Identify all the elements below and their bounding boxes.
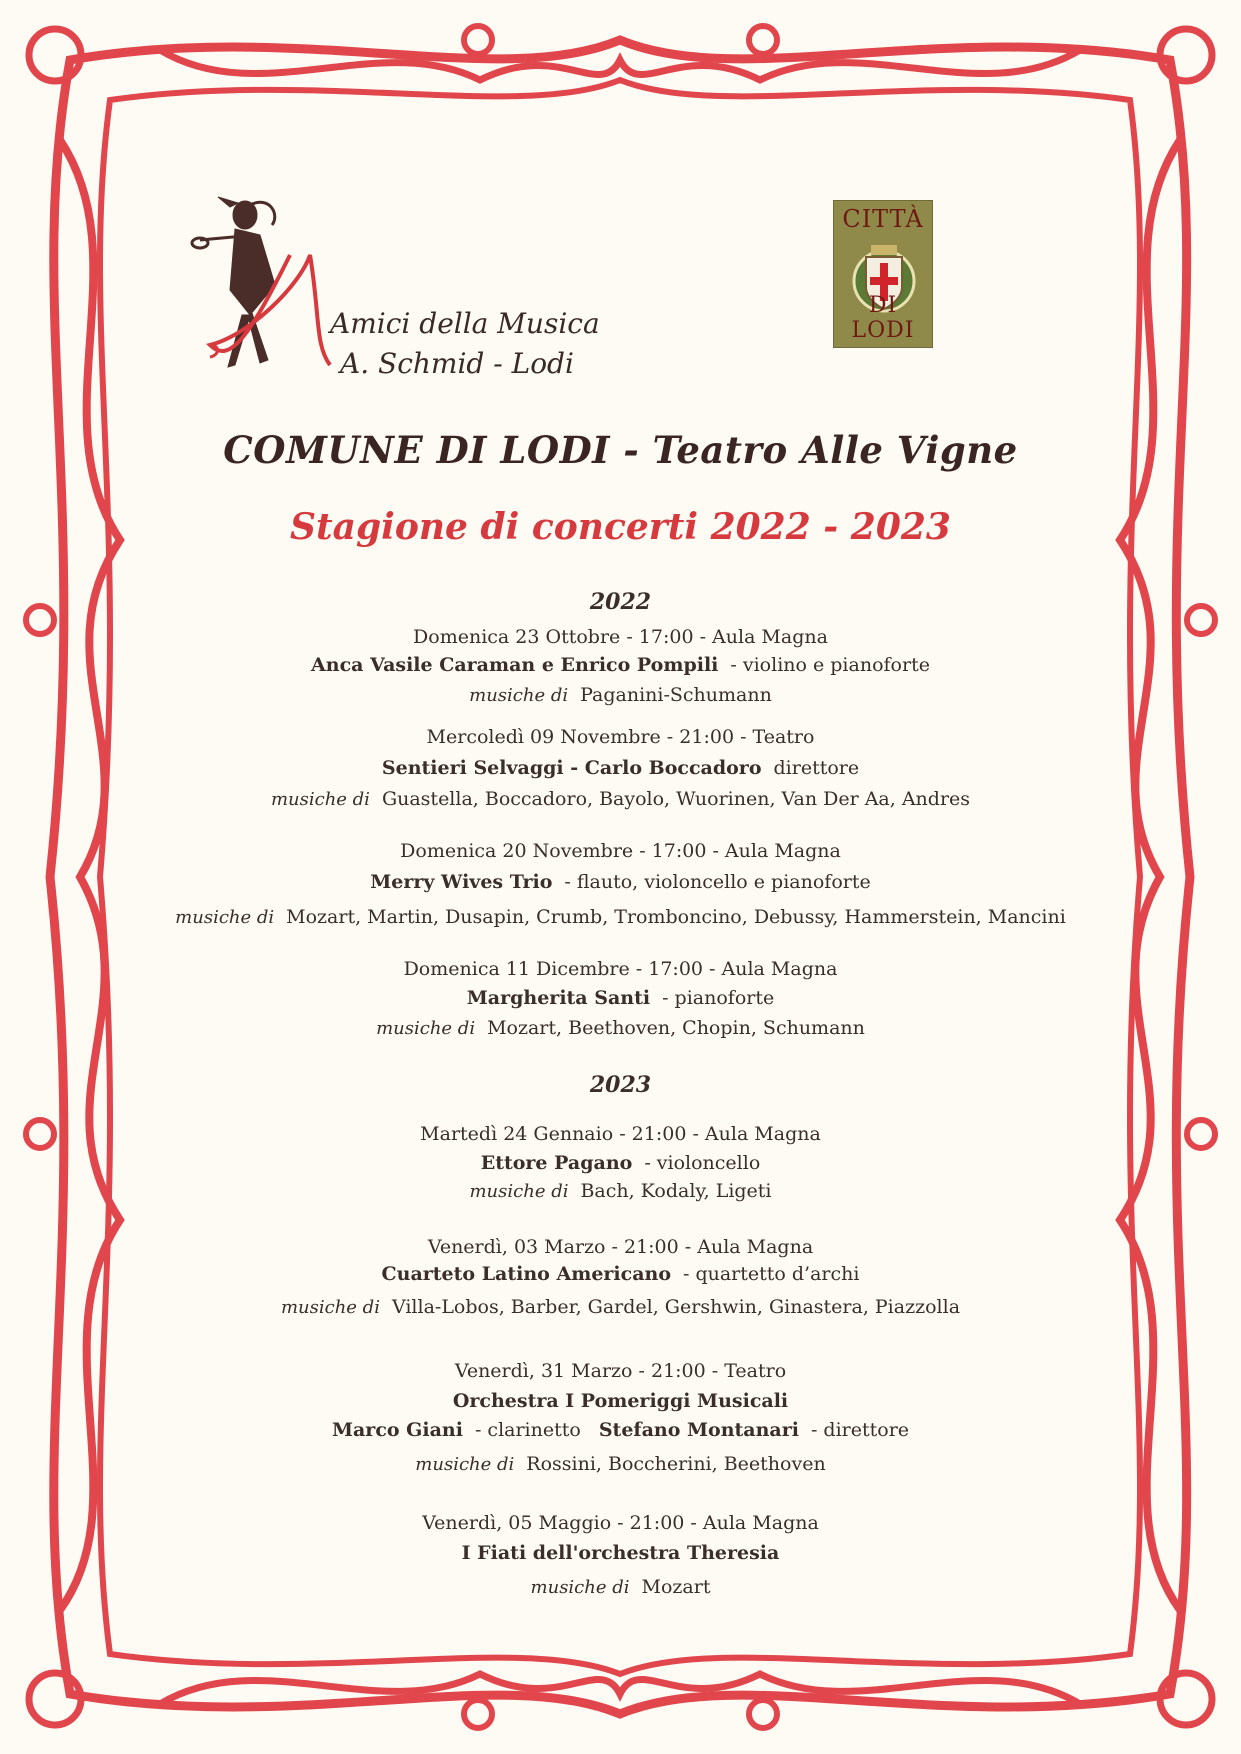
event-4-role: - pianoforte xyxy=(662,987,775,1009)
event-8-date: Venerdì, 05 Maggio - 21:00 - Aula Magna xyxy=(422,1512,819,1534)
event-4-date: Domenica 11 Dicembre - 17:00 - Aula Magna xyxy=(403,958,838,980)
event-3-date: Domenica 20 Novembre - 17:00 - Aula Magna xyxy=(400,840,841,862)
musiche-label: musiche di xyxy=(415,1454,515,1475)
event-4-performers-line xyxy=(0,987,1241,1009)
event-7-date: Venerdì, 31 Marzo - 21:00 - Teatro xyxy=(454,1360,787,1382)
event-7-composers: Rossini, Boccherini, Beethoven xyxy=(526,1453,826,1475)
event-8-composers: Mozart xyxy=(641,1576,711,1598)
page-subtitle: Stagione di concerti 2022 - 2023 xyxy=(290,506,951,548)
event-6-composers-line xyxy=(0,1296,1241,1318)
event-4-composers-line xyxy=(0,1017,1241,1039)
event-1-performers-line xyxy=(0,654,1241,676)
event-7-conductor-role: - direttore xyxy=(810,1419,910,1441)
event-2-performers: Sentieri Selvaggi - Carlo Boccadoro xyxy=(381,757,762,779)
event-6-role: - quartetto d’archi xyxy=(683,1263,860,1285)
event-5-performers: Ettore Pagano xyxy=(480,1152,633,1174)
event-5-performers-line xyxy=(0,1152,1241,1174)
event-1-role: - violino e pianoforte xyxy=(730,654,930,676)
amici-logo-line2: A. Schmid - Lodi xyxy=(340,347,574,380)
event-8-performers: I Fiati dell'orchestra Theresia xyxy=(461,1542,780,1564)
event-4-performers: Margherita Santi xyxy=(466,987,651,1009)
musiche-label: musiche di xyxy=(530,1577,630,1598)
event-1-composers: Paganini-Schumann xyxy=(580,684,772,706)
event-3-performers-line xyxy=(0,871,1241,893)
event-6-performers-line xyxy=(0,1263,1241,1285)
page-title: COMUNE DI LODI - Teatro Alle Vigne xyxy=(223,428,1018,472)
event-2-role: direttore xyxy=(773,757,860,779)
event-5-composers-line xyxy=(0,1180,1241,1202)
event-3-performers: Merry Wives Trio xyxy=(370,871,553,893)
event-2-composers: Guastella, Boccadoro, Bayolo, Wuorinen, Van Der Aa, Andres xyxy=(381,788,971,810)
event-7-soloist: Marco Giani xyxy=(331,1419,463,1441)
musiche-label: musiche di xyxy=(280,1297,380,1318)
event-7-conductor: Stefano Montanari xyxy=(598,1419,799,1441)
musiche-label: musiche di xyxy=(469,1181,569,1202)
year-heading-2022: 2022 xyxy=(589,589,652,615)
event-3-composers-line xyxy=(0,906,1241,928)
event-2-performers-line xyxy=(0,757,1241,779)
musiche-label: musiche di xyxy=(270,789,370,810)
event-5-composers: Bach, Kodaly, Ligeti xyxy=(580,1180,772,1202)
event-6-performers: Cuarteto Latino Americano xyxy=(381,1263,671,1285)
event-7-performers: Orchestra I Pomeriggi Musicali xyxy=(452,1390,789,1412)
amici-logo-line1: Amici della Musica xyxy=(330,307,600,340)
event-6-composers: Villa-Lobos, Barber, Gardel, Gershwin, Ginastera, Piazzolla xyxy=(391,1296,961,1318)
musiche-label: musiche di xyxy=(469,685,569,706)
event-2-composers-line xyxy=(0,788,1241,810)
amici-della-musica-logo xyxy=(190,195,600,395)
event-7-composers-line xyxy=(0,1453,1241,1475)
event-5-date: Martedì 24 Gennaio - 21:00 - Aula Magna xyxy=(420,1123,821,1145)
year-heading-2023: 2023 xyxy=(589,1072,652,1098)
event-1-date: Domenica 23 Ottobre - 17:00 - Aula Magna xyxy=(413,626,828,648)
lodi-logo-top-text: CITTÀ xyxy=(842,205,924,233)
event-3-role: - flauto, violoncello e pianoforte xyxy=(564,871,871,893)
event-4-composers: Mozart, Beethoven, Chopin, Schumann xyxy=(487,1017,865,1039)
event-7-soloist-role: - clarinetto xyxy=(474,1419,581,1441)
event-8-composers-line xyxy=(0,1576,1241,1598)
event-5-role: - violoncello xyxy=(644,1152,761,1174)
event-6-date: Venerdì, 03 Marzo - 21:00 - Aula Magna xyxy=(427,1236,814,1258)
event-3-composers: Mozart, Martin, Dusapin, Crumb, Tromboncino, Debussy, Hammerstein, Mancini xyxy=(286,906,1066,928)
event-1-performers: Anca Vasile Caraman e Enrico Pompili xyxy=(311,654,719,676)
lodi-logo-bottom-text: DI LODI xyxy=(851,293,915,343)
musiche-label: musiche di xyxy=(175,907,275,928)
event-7-soloists-line xyxy=(0,1419,1241,1441)
event-1-composers-line xyxy=(0,684,1241,706)
event-2-date: Mercoledì 09 Novembre - 21:00 - Teatro xyxy=(426,726,815,748)
citta-di-lodi-logo xyxy=(833,200,933,348)
musiche-label: musiche di xyxy=(376,1018,476,1039)
